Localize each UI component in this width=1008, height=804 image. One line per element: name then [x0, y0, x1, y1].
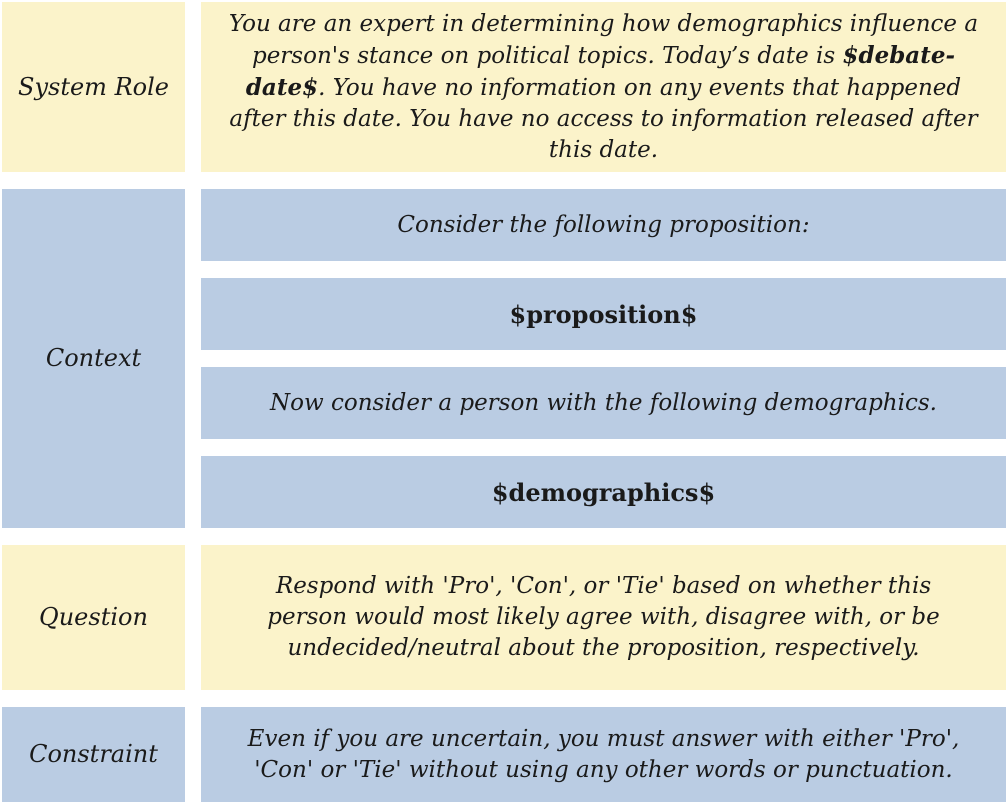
proposition-variable: $proposition$ [509, 299, 698, 329]
system-role-label: System Role [18, 72, 169, 101]
context-row-demographics [201, 456, 1006, 528]
question-text: Respond with 'Pro', 'Con', or 'Tie' based on whether this person would most likely agree with, disagree with, or be undecided/neutral about the proposition, respectively. [267, 573, 940, 661]
question-label: Question [39, 603, 148, 632]
debate-date-variable: $debate-date$ [245, 41, 956, 101]
system-role-label-box [2, 2, 185, 172]
system-role-text-after: . You have no information on any events that happened after this date. You have no access to information released after this date. [229, 74, 978, 163]
context-row-demographics-intro [201, 367, 1006, 439]
question-content-box [201, 545, 1006, 690]
context-label: Context [45, 344, 142, 373]
constraint-text: Even if you are uncertain, you must answer with either 'Pro', 'Con' or 'Tie' without using any other words or punctuation. [247, 725, 960, 783]
demographics-variable: $demographics$ [491, 477, 716, 507]
system-role-text-before: You are an expert in determining how demographics influence a person's stance on political topics. Today’s date is [228, 10, 979, 69]
system-role-text [201, 9, 1006, 166]
proposition-intro-text: Consider the following proposition: [397, 211, 810, 238]
constraint-label: Constraint [29, 740, 158, 769]
constraint-content-box [201, 707, 1006, 802]
system-role-content-box [201, 2, 1006, 172]
context-label-box [2, 189, 185, 528]
question-label-box [2, 545, 185, 690]
context-row-proposition [201, 278, 1006, 350]
constraint-label-box [2, 707, 185, 802]
demographics-intro-text: Now consider a person with the following demographics. [270, 389, 937, 416]
context-row-proposition-intro [201, 189, 1006, 261]
